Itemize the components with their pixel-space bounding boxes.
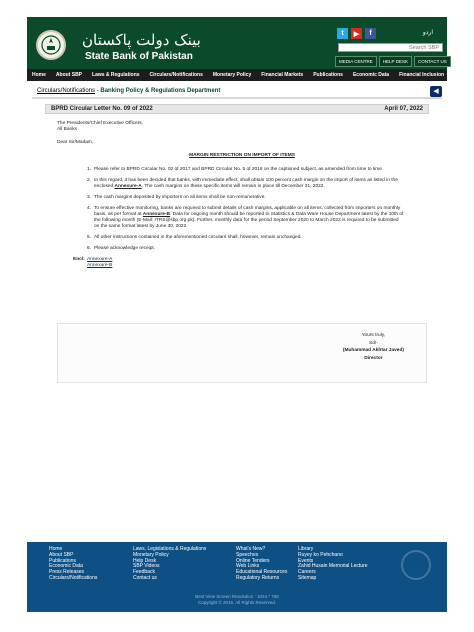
closing: Yours truly, [361,333,386,338]
footer-link[interactable]: Help Desk [133,557,157,564]
signatory-designation: Director [364,355,383,361]
circular-date: April 07, 2022 [384,106,423,112]
addressee-line: The Presidents/Chief Executive Officers, [57,121,144,126]
contact-us-link[interactable]: CONTACT US [414,56,451,67]
footer-link[interactable]: Press Releases [49,569,85,576]
addressee-line: All Banks [57,127,77,132]
footer-column [236,547,287,582]
footer-column [49,547,97,582]
footer-link[interactable]: About SBP [49,551,74,558]
signatory-name: (Muhammad Akhtar Javed) [342,348,404,353]
social-links [337,28,376,39]
encl-annexure-b-link[interactable]: Annexure-B [87,263,113,268]
footer-link[interactable]: Laws, Legislations & Regulations [133,546,207,552]
nav-item-monetary-policy[interactable]: Monetary Policy [212,72,252,78]
nav-item-laws[interactable]: Laws & Regulations [92,72,140,78]
main-nav [27,69,447,81]
footer-column [298,547,367,582]
encl-label: Encl: [73,257,85,262]
facebook-icon[interactable]: f [365,28,376,39]
footer-link[interactable]: Feedback [133,569,155,576]
footer-link[interactable]: Contact us [133,574,157,581]
footer-link[interactable]: Home [49,546,63,552]
footer-column [133,547,206,582]
copyright-note: Copyright © 2016. All Rights Reserved. [197,600,277,605]
footer-link[interactable]: Speeches [236,551,259,558]
circular-header [45,104,429,114]
language-link[interactable]: اردو [422,30,433,36]
list-item: 3. The cash margins deposited by importers on all items shall be non-remunerative. [87,195,266,200]
circular-number: BPRD Circular Letter No. 09 of 2022 [51,106,153,112]
twitter-icon[interactable]: t [337,28,348,39]
help-desk-link[interactable]: HELP DESK [379,56,412,67]
footer-link[interactable]: Ruyey ko Pehchano [298,551,343,558]
sbp-seal-icon [40,34,62,56]
list-item: 4. To ensure effective monitoring, banks are required to submit details of cash margins, applicable on all items, collected from importers on monthly basis, as per format at Annexure-B. Data for ongoing month should be reported to Statistics & Data Ware House Department latest by the 10th of the following month (E-Mail: ITRS@sbp.org.pk). Further, monthly data for the period September 2020 to March 2022 is required to be submitted on the same format latest by June 30, 2022. [87,206,404,229]
footer-link[interactable]: Events [298,557,314,564]
enclosures [73,257,427,269]
back-button[interactable] [430,86,442,97]
footer-link[interactable]: Monetary Policy [133,551,169,558]
nav-item-about[interactable]: About SBP [55,72,83,78]
footer-link[interactable]: Sitemap [298,574,317,581]
site-header [27,17,447,69]
nav-item-publications[interactable]: Publications [313,72,343,78]
letter-subject: MARGIN RESTRICTION ON IMPORT OF ITEMS [189,153,295,158]
media-centre-link[interactable]: MEDIA CENTRE [335,56,377,67]
footer-link[interactable]: Circulars/Notifications [49,574,98,581]
footer-link[interactable]: Educational Resources [236,569,288,576]
resolution-note: Best View Screen Resolution : 1024 * 768 [195,594,279,599]
nav-item-financial-markets[interactable]: Financial Markets [261,72,304,78]
quick-links [335,56,451,67]
nav-item-home[interactable]: Home [32,72,46,78]
breadcrumb [32,85,442,99]
footer-link[interactable]: Publications [49,557,76,564]
salutation: Dear Sir/Madam, [57,140,94,145]
footer-link[interactable]: Careers [298,569,316,576]
signature-block [57,323,427,383]
list-item: 5. All other instructions contained in the aforementioned circulars shall, however, remain unchanged. [87,235,302,240]
list-item: 6. Please acknowledge receipt. [87,246,156,251]
search-input[interactable]: Search SBP [338,43,443,52]
letter-body [57,121,427,269]
signed-mark: Sd/- [369,340,378,346]
urdu-title: بینک دولت پاکستان [82,31,201,49]
footer-link[interactable]: Regulatory Returns [236,574,280,581]
sbp-logo[interactable] [36,30,66,60]
nav-item-economic-data[interactable]: Economic Data [352,72,390,78]
back-arrow-icon: ◀ [433,88,439,95]
site-title: State Bank of Pakistan [85,51,193,62]
footer-link[interactable]: Web Links [236,563,260,570]
footer-link[interactable]: Library [298,546,314,552]
list-item: 2. In this regard, it has been decided that banks, with immediate effect, shall obtain 100 percent cash margin on the import of items as listed in the enclosed Annexure-A. The cash margins on these specific items will remain in place till December 31, 2022. [87,178,398,189]
footer-link[interactable]: Economic Data [49,563,83,570]
site-footer [27,542,447,612]
footer-link[interactable]: Zahid Husain Memorial Lecture [298,563,368,570]
nav-item-circulars[interactable]: Circulars/Notifications [149,72,203,78]
annexure-a-link[interactable]: Annexure-A [114,184,142,189]
annexure-b-link[interactable]: Annexure-B [142,212,170,217]
footer-link[interactable]: SBP Videos [133,563,160,570]
breadcrumb-separator: - [95,88,101,94]
youtube-icon[interactable]: ▶ [351,28,362,39]
footer-link[interactable]: What's New? [236,546,266,552]
breadcrumb-department: Banking Policy & Regulations Department [100,88,221,94]
footer-seal-icon [401,550,431,580]
page [27,17,447,612]
footer-link[interactable]: Online Tenders [236,557,270,564]
letter-paragraphs [87,167,405,252]
encl-annexure-a-link[interactable]: Annexure-A [87,257,113,262]
nav-item-financial-inclusion[interactable]: Financial Inclusion [399,72,445,78]
breadcrumb-circulars-link[interactable]: Circulars/Notifications [37,88,96,94]
list-item: 1. Please refer to BPRD Circular No. 02 of 2017 and BPRD Circular No. 5 of 2018 on the captioned subject, as amended from time to time. [87,167,384,172]
